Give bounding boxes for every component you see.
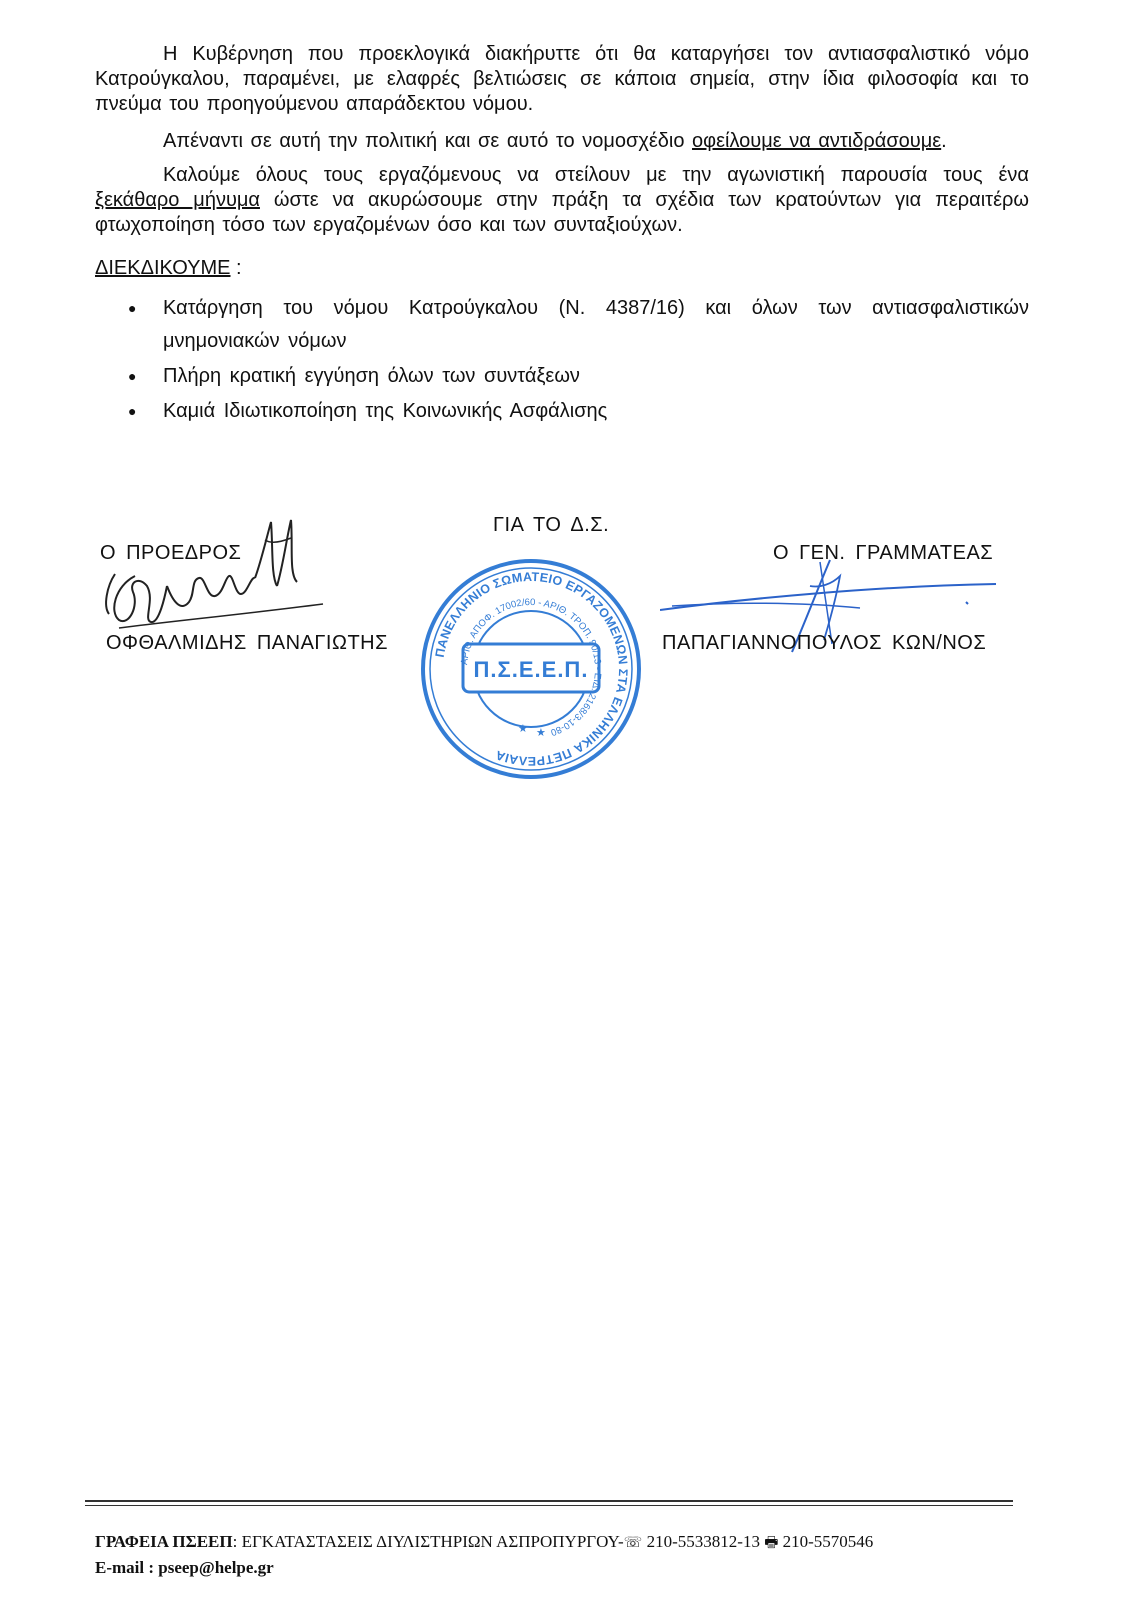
stamp-center-text: Π.Σ.Ε.Ε.Π. [473,657,589,682]
paragraph-government [95,42,1029,117]
paragraph-call-emphasis: ξεκάθαρο μήνυμα [95,189,260,211]
star-icon: ★ [518,722,528,735]
stamp-ring-text: ΠΑΝΕΛΛΗΝΙΟ ΣΩΜΑΤΕΙΟ ΕΡΓΑΖΟΜΕΝΩΝ ΣΤΑ ΕΛΛΗΝΙΚΑ ΠΕΤΡΕΛΑΙΑ [432,569,631,769]
stamp-inner-ring-text: ΑΡΙΘ. ΑΠΟΦ. 17002/60 - ΑΡΙΘ. ΤΡΟΠ. 90/13 - ΕΙΔ. 2168/3-10-80 [459,596,604,738]
demand-item [95,360,1029,393]
secretary-title: Ο ΓΕΝ. ΓΡΑΜΜΑΤΕΑΣ [773,542,994,564]
paragraph-react-end: . [941,130,947,152]
demand-item-text: Πλήρη κρατική εγγύηση όλων των συντάξεων [163,365,580,387]
demands-heading [95,256,242,281]
demand-item [95,395,1029,428]
bullet-icon: ● [128,403,137,419]
demand-item-text: Καμιά Ιδιωτικοποίηση της Κοινωνικής Ασφάλισης [163,400,608,422]
paragraph-call-text: Καλούμε όλους τους εργαζόμενους να στείλουν με την αγωνιστική παρουσία τους ένα [163,164,1029,186]
paragraph-react [95,129,1029,154]
footer-email: E-mail : pseep@helpe.gr [95,1558,274,1577]
footer-address-text: : ΕΓΚΑΤΑΣΤΑΣΕΙΣ ΔΙΥΛΙΣΤΗΡΙΩΝ ΑΣΠΡΟΠΥΡΓΟΥ- [232,1532,624,1551]
president-title: Ο ΠΡΟΕΔΡΟΣ [100,542,242,564]
phone-icon: ☏ [623,1533,643,1551]
demands-list [95,292,1029,430]
paragraph-react-text: Απέναντι σε αυτή την πολιτική και σε αυτό το νομοσχέδιο [163,130,693,152]
footer-fax: 210-5570546 [778,1532,874,1551]
footer-address [95,1532,873,1557]
paragraph-call-end: ώστε να ακυρώσουμε στην πράξη τα σχέδια των κρατούντων για περαιτέρω φτωχοποίηση τόσο των εργαζομένων όσο και των συνταξιούχων. [95,189,1029,236]
secretary-name: ΠΑΠΑΓΙΑΝΝΟΠΟΥΛΟΣ ΚΩΝ/ΝΟΣ [662,632,987,654]
bullet-icon: ● [128,300,137,316]
president-name: ΟΦΘΑΛΜΙΔΗΣ ΠΑΝΑΓΙΩΤΗΣ [106,632,388,654]
union-stamp [418,556,644,782]
paragraph-react-emphasis: οφείλουμε να αντιδράσουμε [692,130,942,152]
board-label: ΓΙΑ ΤΟ Δ.Σ. [493,514,610,536]
fax-icon: 🖶 [764,1533,779,1551]
footer-divider [85,1500,1013,1502]
paragraph-government-text: Η Κυβέρνηση που προεκλογικά διακήρυττε ότι θα καταργήσει τον αντιασφαλιστικό νόμο Κατρούγκαλου, παραμένει, με ελαφρές βελτιώσεις σε κάποια σημεία, στην ίδια φιλοσοφία και το πνεύμα του προηγούμενου απαράδεκτου νόμου. [95,43,1029,115]
demands-heading-suffix: : [230,257,242,279]
demands-heading-label: ΔΙΕΚΔΙΚΟΥΜΕ [95,257,231,279]
footer-office-label: ΓΡΑΦΕΙΑ ΠΣΕΕΠ [95,1532,233,1551]
footer-divider [85,1505,1013,1506]
president-signature [95,516,325,646]
footer-phone: 210-5533812-13 [642,1532,765,1551]
paragraph-call-to-workers [95,163,1029,238]
demand-item [95,292,1029,358]
bullet-icon: ● [128,368,137,384]
star-icon: ★ [536,726,546,739]
demand-item-text: Κατάργηση του νόμου Κατρούγκαλου (Ν. 4387/16) και όλων των αντιασφαλιστικών μνημονιακών νόμων [163,297,1029,352]
